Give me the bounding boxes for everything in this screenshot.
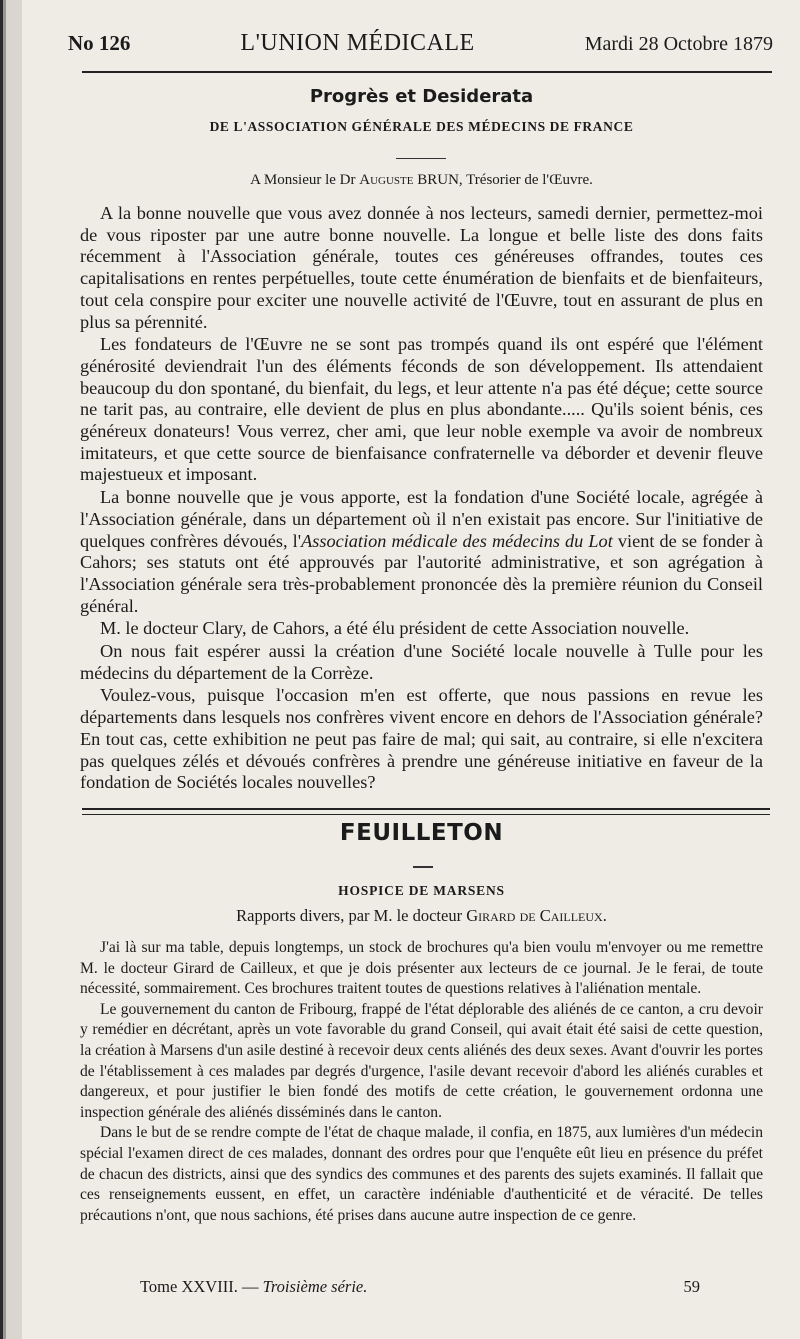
association-name: Association médicale des médecins du Lot: [301, 530, 613, 551]
page-number: 59: [683, 1277, 700, 1296]
feuilleton-byline: Rapports divers, par M. le docteur Girard de Cailleux.: [236, 906, 607, 925]
journal-title: L'UNION MÉDICALE: [240, 30, 475, 56]
volume-info: Tome XXVIII. — Troisième série.: [140, 1277, 368, 1296]
paragraph: Voulez-vous, puisque l'occasion m'en est offerte, que nous passions en revue les départements dans lesquels nos confrères vivent encore en dehors de l'Association générale? En tout cas, cette exhibition ne peut pas faire de mal; qui sait, au contraire, si elle n'excitera pas quelques zélés et dévoués confrères à prendre une généreuse initiative en faveur de la fondation de Sociétés locales nouvelles?: [80, 685, 763, 793]
section-double-rule: [82, 808, 770, 815]
header-rule: [82, 71, 772, 73]
article-body: [80, 203, 763, 794]
feuilleton-heading: HOSPICE DE MARSENS: [338, 883, 505, 898]
paragraph: A la bonne nouvelle que vous avez donnée à nos lecteurs, samedi dernier, permettez-moi de vous riposter par une autre bonne nouvelle. La longue et belle liste des dons faits récemment à l'Association générale, toutes ces généreuses offrandes, toutes ces capitalisations en rentes perpétuelles, toute cette énumération de bienfaits et de bienfaiteurs, tout cela conspire pour exciter une nouvelle activité de l'Œuvre, tout en assurant de plus en plus sa pérennité.: [80, 203, 763, 332]
page-header: [68, 30, 773, 64]
page-footer: [140, 1277, 700, 1297]
paragraph: La bonne nouvelle que je vous apporte, est la fondation d'une Société locale, agrégée à l'Association générale, dans un département où il n'en existait pas encore. Sur l'initiative de quelques confrères dévoués, l'Association médicale des médecins du Lot vient de se fonder à Cahors; ses statuts ont été approuvés par l'autorité administrative, et son agrégation à l'Association générale sera très-probablement prononcée dès la première réunion du Conseil général.: [80, 487, 764, 616]
issue-number: No 126: [68, 31, 131, 55]
issue-date: Mardi 28 Octobre 1879: [584, 33, 773, 55]
paragraph: Dans le but de se rendre compte de l'état de chaque malade, il confia, en 1875, aux lumières d'un médecin spécial l'examen direct de ces malades, donnant des ordres pour que l'enquête eût lieu en présence du préfet de chacun des districts, ainsi que des syndics des communes et des parents des sujets examinés. Il fallait que ces renseignements eussent, en effet, un caractère indéniable d'authenticité et de véracité. De telles précautions n'ont, que nous sachions, été prises dans aucune autre inspection de ce genre.: [80, 1124, 763, 1224]
title-divider: [396, 158, 446, 159]
paragraph: J'ai là sur ma table, depuis longtemps, un stock de brochures qu'a bien voulu m'envoyer ou me remettre M. le docteur Girard de Cailleux, et que je dois présenter aux lecteurs de ce journal. Je le ferai, de toute nécessité, sommairement. Ces brochures traitent toutes de questions relatives à l'aliénation mentale.: [80, 939, 763, 998]
feuilleton-title: FEUILLETON: [339, 820, 504, 846]
article-subtitle: DE L'ASSOCIATION GÉNÉRALE DES MÉDECINS DE FRANCE: [209, 119, 634, 134]
feuilleton-body: [80, 938, 763, 1226]
paragraph: On nous fait espérer aussi la création d'une Société locale nouvelle à Tulle pour les médecins du département de la Corrèze.: [80, 641, 763, 683]
addressee-line: A Monsieur le Dr Auguste BRUN, Trésorier de l'Œuvre.: [250, 172, 593, 188]
article-title: Progrès et Desiderata: [309, 86, 534, 107]
feuilleton-dash: [413, 866, 433, 868]
paragraph: Le gouvernement du canton de Fribourg, frappé de l'état déplorable des aliénés de ce canton, a cru devoir y remédier en décrétant, après un vote favorable du grand Conseil, qui avait était été saisi de cette question, la création à Marsens d'un asile destiné à recevoir deux cents aliénés des deux sexes. Avant d'ouvrir les portes de l'établissement à ces malades par degrés d'urgence, l'asile devant recevoir d'abord les aliénés curables et dangereux, et pour justifier le bien fondé des motifs de cette création, le gouvernement ordonna une inspection générale des aliénés disséminés dans le canton.: [80, 1000, 763, 1121]
paragraph: Les fondateurs de l'Œuvre ne se sont pas trompés quand ils ont espéré que l'élément générosité deviendrait l'un des éléments féconds de son développement. Ils attendaient beaucoup du don spontané, du bienfait, du legs, et leur attente n'a pas été déçue; cette source ne tarit pas, au contraire, elle devient de plus en plus abondante..... Qu'ils soient bénis, ces généreux donateurs! Vous verrez, cher ami, que leur noble exemple va avoir de nombreux imitateurs, et que cette source de bienfaisance confraternelle va déborder et devenir fleuve majestueux et imposant.: [80, 334, 763, 485]
paragraph: M. le docteur Clary, de Cahors, a été élu président de cette Association nouvelle.: [100, 618, 690, 639]
page-binding-edge: [0, 0, 22, 1339]
